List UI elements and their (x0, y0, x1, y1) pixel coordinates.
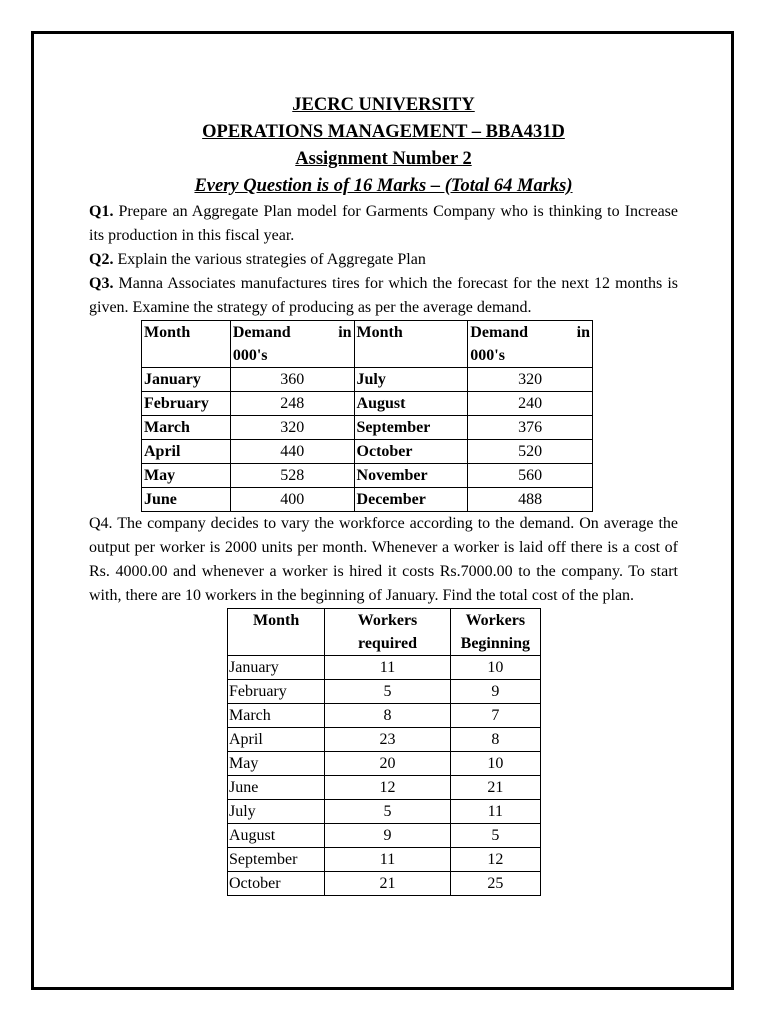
table-row (228, 680, 541, 704)
required-cell: 5 (325, 800, 450, 824)
demand-cell: 520 (468, 440, 593, 464)
month-cell: July (228, 800, 325, 824)
demand-cell: 376 (468, 416, 593, 440)
demand-cell: 560 (468, 464, 593, 488)
table-row (228, 872, 541, 896)
table-row (228, 776, 541, 800)
beginning-cell: 7 (450, 704, 540, 728)
required-cell: 8 (325, 704, 450, 728)
month-cell: April (142, 440, 231, 464)
workers-table-header-row (228, 609, 541, 656)
demand-header-demand-2: Demand in 000's (468, 321, 593, 368)
month-cell: October (354, 440, 468, 464)
demand-table-header-row (142, 321, 593, 368)
beginning-cell: 25 (450, 872, 540, 896)
beginning-cell: 10 (450, 752, 540, 776)
table-row (142, 464, 593, 488)
beginning-cell: 5 (450, 824, 540, 848)
beginning-cell: 8 (450, 728, 540, 752)
demand-cell: 320 (468, 368, 593, 392)
demand-table (141, 320, 593, 512)
marks-note: Every Question is of 16 Marks – (Total 64 Marks) (194, 176, 573, 196)
required-cell: 20 (325, 752, 450, 776)
document-body (89, 92, 678, 896)
table-row (228, 848, 541, 872)
beginning-cell: 12 (450, 848, 540, 872)
workers-table (227, 608, 541, 896)
month-cell: May (142, 464, 231, 488)
workers-header-beginning: Workers Beginning (450, 609, 540, 656)
month-cell: August (228, 824, 325, 848)
table-row (228, 752, 541, 776)
demand-cell: 240 (468, 392, 593, 416)
question-1 (89, 200, 678, 248)
month-cell: May (228, 752, 325, 776)
table-row (228, 656, 541, 680)
month-cell: August (354, 392, 468, 416)
question-1-label: Q1. (89, 203, 114, 220)
month-cell: January (228, 656, 325, 680)
question-2 (89, 248, 678, 272)
assignment-title: Assignment Number 2 (295, 149, 472, 169)
table-row (142, 488, 593, 512)
table-row (228, 800, 541, 824)
table-row (142, 368, 593, 392)
demand-cell: 320 (230, 416, 354, 440)
university-title: JECRC UNIVERSITY (292, 95, 475, 115)
question-4: Q4. The company decides to vary the workforce according to the demand. On average the output per worker is 2000 units per month. Whenever a worker is laid off there is a cost of Rs. 4000.00 and whenever a worker is hired it costs Rs.7000.00 to the company. To start with, there are 10 workers in the beginning of January. Find the total cost of the plan. (89, 515, 678, 604)
month-cell: October (228, 872, 325, 896)
demand-cell: 440 (230, 440, 354, 464)
question-3-label: Q3. (89, 275, 114, 292)
month-cell: April (228, 728, 325, 752)
required-cell: 11 (325, 656, 450, 680)
month-cell: July (354, 368, 468, 392)
required-cell: 9 (325, 824, 450, 848)
required-cell: 12 (325, 776, 450, 800)
beginning-cell: 21 (450, 776, 540, 800)
demand-cell: 360 (230, 368, 354, 392)
month-cell: June (228, 776, 325, 800)
required-cell: 11 (325, 848, 450, 872)
month-cell: November (354, 464, 468, 488)
beginning-cell: 9 (450, 680, 540, 704)
question-3 (89, 272, 678, 320)
workers-header-month: Month (228, 609, 325, 656)
demand-header-month-2: Month (354, 321, 468, 368)
month-cell: March (228, 704, 325, 728)
month-cell: September (228, 848, 325, 872)
month-cell: December (354, 488, 468, 512)
course-title: OPERATIONS MANAGEMENT – BBA431D (202, 122, 565, 142)
demand-header-demand-1: Demand in 000's (230, 321, 354, 368)
required-cell: 21 (325, 872, 450, 896)
month-cell: June (142, 488, 231, 512)
table-row (228, 704, 541, 728)
table-row (228, 824, 541, 848)
question-2-text: Explain the various strategies of Aggregate Plan (113, 251, 426, 268)
required-cell: 23 (325, 728, 450, 752)
demand-cell: 488 (468, 488, 593, 512)
demand-header-month-1: Month (142, 321, 231, 368)
month-cell: March (142, 416, 231, 440)
table-row (142, 440, 593, 464)
demand-cell: 248 (230, 392, 354, 416)
table-row (142, 416, 593, 440)
beginning-cell: 10 (450, 656, 540, 680)
month-cell: February (228, 680, 325, 704)
month-cell: February (142, 392, 231, 416)
workers-header-required: Workers required (325, 609, 450, 656)
table-row (228, 728, 541, 752)
question-2-label: Q2. (89, 251, 114, 268)
demand-cell: 528 (230, 464, 354, 488)
question-3-text: Manna Associates manufactures tires for which the forecast for the next 12 months is given. Examine the strategy of producing as per the average demand. (89, 275, 678, 316)
demand-cell: 400 (230, 488, 354, 512)
beginning-cell: 11 (450, 800, 540, 824)
table-row (142, 392, 593, 416)
required-cell: 5 (325, 680, 450, 704)
month-cell: September (354, 416, 468, 440)
question-1-text: Prepare an Aggregate Plan model for Garments Company who is thinking to Increase its production in this fiscal year. (89, 203, 678, 244)
month-cell: January (142, 368, 231, 392)
